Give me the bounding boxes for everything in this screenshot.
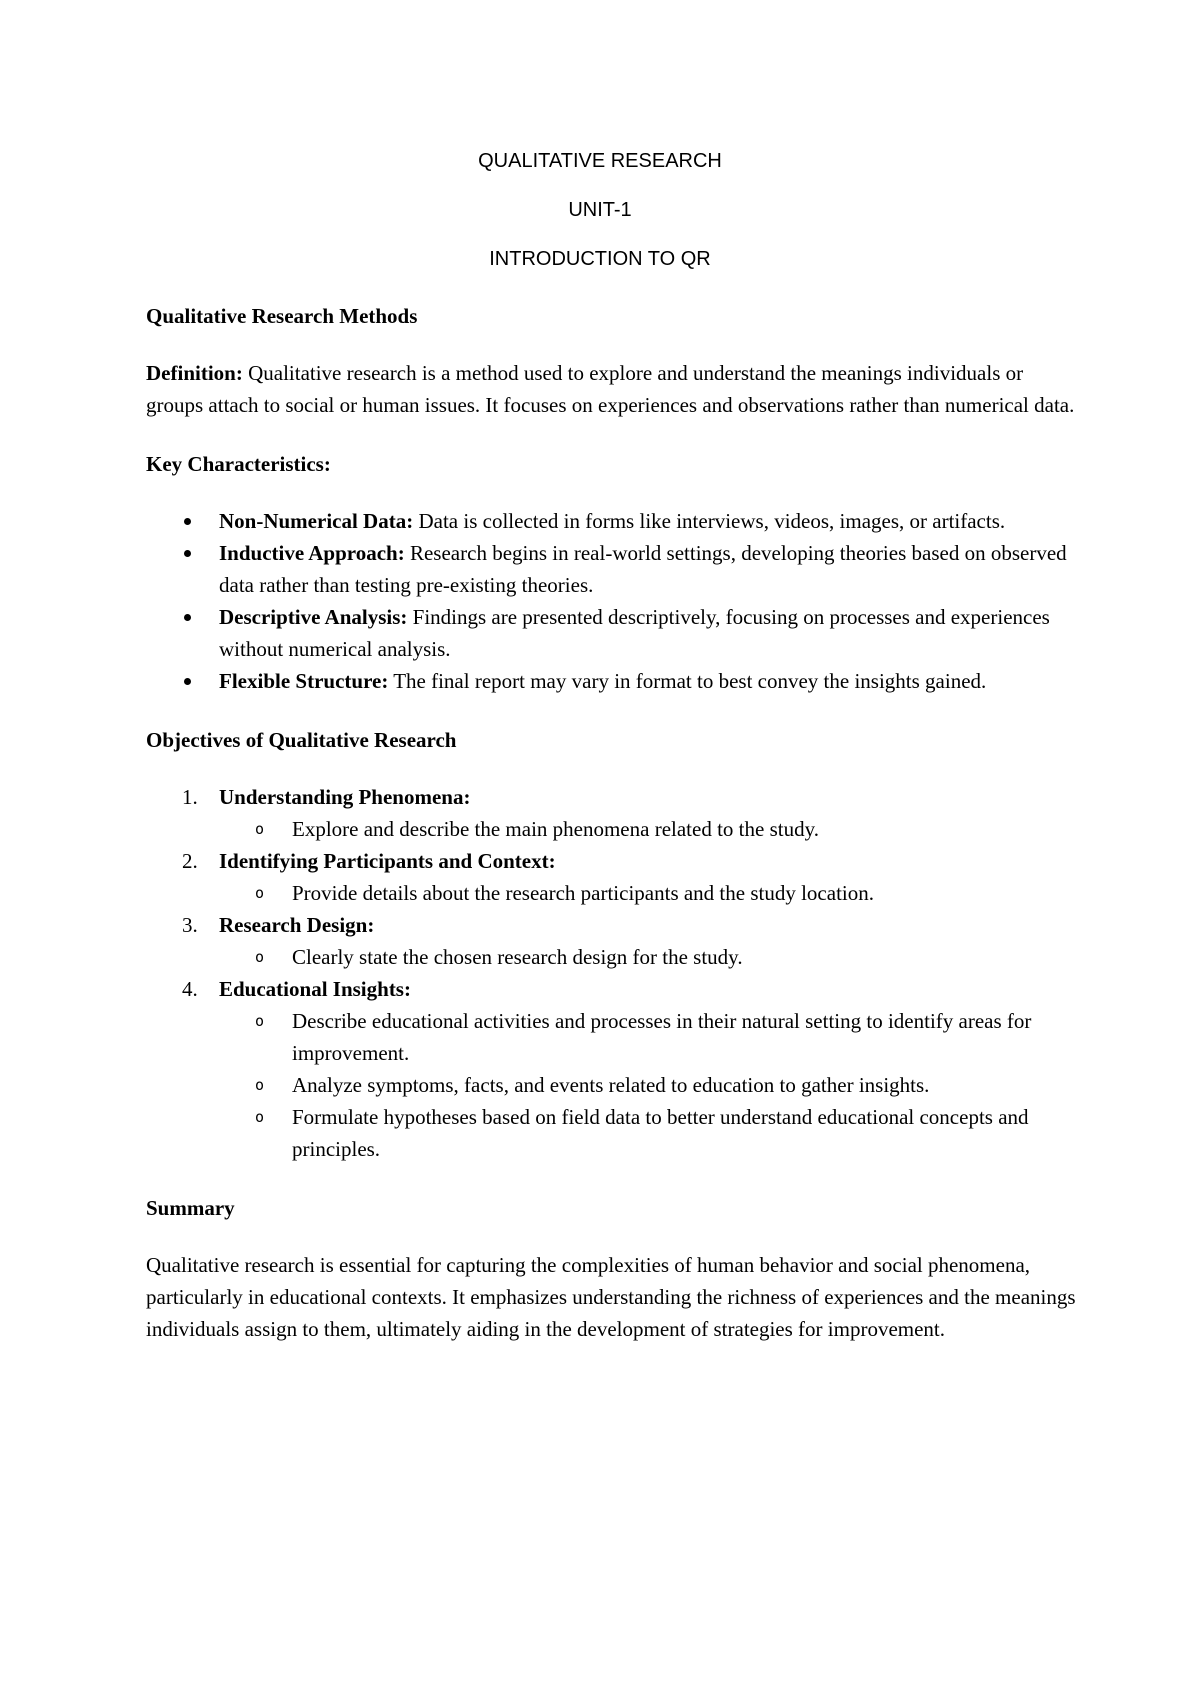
- sub-item-text: Formulate hypotheses based on field data to better understand educational concepts and principles.: [292, 1105, 1029, 1161]
- sub-item-text: Explore and describe the main phenomena related to the study.: [292, 817, 819, 841]
- list-item: [146, 781, 1076, 845]
- list-item: [146, 845, 1076, 909]
- section-heading-objectives: Objectives of Qualitative Research: [146, 728, 457, 752]
- item-text: Research begins in real-world settings, developing theories based on observed data rather than testing pre-existing theories.: [219, 541, 1067, 597]
- item-text: Data is collected in forms like interviews, videos, images, or artifacts.: [413, 509, 1006, 533]
- item-text: Findings are presented descriptively, focusing on processes and experiences without numerical analysis.: [219, 605, 1050, 661]
- section-heading-characteristics: Key Characteristics:: [146, 452, 331, 476]
- item-label: Descriptive Analysis:: [219, 605, 408, 629]
- item-number: 2.: [182, 849, 198, 873]
- circle-bullet-icon: o: [255, 1076, 265, 1094]
- sub-list-item: [219, 1101, 1076, 1165]
- sub-item-text: Provide details about the research participants and the study location.: [292, 881, 874, 905]
- item-label: Educational Insights:: [219, 977, 411, 1001]
- summary-paragraph: Qualitative research is essential for capturing the complexities of human behavior and social phenomena, particularly in educational contexts. It emphasizes understanding the richness of experiences and the meanings individuals assign to them, ultimately aiding in the development of strategies for improvement.: [146, 1253, 1076, 1341]
- list-item: [146, 537, 1076, 601]
- sub-list-item: [219, 1005, 1076, 1069]
- item-number: 4.: [182, 977, 198, 1001]
- section-heading-summary: Summary: [146, 1196, 235, 1220]
- sub-list: [219, 1005, 1076, 1165]
- list-item: [146, 909, 1076, 973]
- item-text: The final report may vary in format to best convey the insights gained.: [388, 669, 987, 693]
- sub-list-item: [219, 941, 1076, 973]
- definition-paragraph: [146, 357, 1076, 421]
- sub-list-item: [219, 877, 1076, 909]
- item-label: Understanding Phenomena:: [219, 785, 471, 809]
- item-label: Research Design:: [219, 913, 375, 937]
- bullet-icon: [184, 550, 191, 557]
- sub-item-text: Clearly state the chosen research design for the study.: [292, 945, 743, 969]
- sub-list: [219, 877, 1076, 909]
- definition-label: Definition:: [146, 361, 243, 385]
- unit-label: UNIT-1: [568, 199, 632, 221]
- item-number: 3.: [182, 913, 198, 937]
- circle-bullet-icon: o: [255, 948, 265, 966]
- list-item: [146, 973, 1076, 1165]
- circle-bullet-icon: o: [255, 820, 265, 838]
- sub-list: [219, 941, 1076, 973]
- list-item: [146, 601, 1076, 665]
- sub-item-text: Describe educational activities and processes in their natural setting to identify areas for improvement.: [292, 1009, 1032, 1065]
- circle-bullet-icon: o: [255, 884, 265, 902]
- list-item: [146, 505, 1076, 537]
- document-subtitle: INTRODUCTION TO QR: [489, 248, 711, 270]
- item-label: Flexible Structure:: [219, 669, 389, 693]
- bullet-icon: [184, 614, 191, 621]
- sub-list: [219, 813, 1076, 845]
- sub-item-text: Analyze symptoms, facts, and events related to education to gather insights.: [292, 1073, 930, 1097]
- document-body: [146, 300, 1076, 1372]
- bullet-icon: [184, 678, 191, 685]
- objectives-list: [146, 781, 1076, 1165]
- sub-list-item: [219, 813, 1076, 845]
- item-label: Identifying Participants and Context:: [219, 849, 556, 873]
- definition-text: Qualitative research is a method used to explore and understand the meanings individuals or groups attach to social or human issues. It focuses on experiences and observations rather than numerical data.: [146, 361, 1075, 417]
- circle-bullet-icon: o: [255, 1012, 265, 1030]
- list-item: [146, 665, 1076, 697]
- item-number: 1.: [182, 785, 198, 809]
- sub-list-item: [219, 1069, 1076, 1101]
- section-heading-methods: Qualitative Research Methods: [146, 304, 418, 328]
- bullet-icon: [184, 518, 191, 525]
- document-title: QUALITATIVE RESEARCH: [478, 150, 722, 172]
- item-label: Non-Numerical Data:: [219, 509, 414, 533]
- characteristics-list: [146, 505, 1076, 697]
- item-label: Inductive Approach:: [219, 541, 405, 565]
- circle-bullet-icon: o: [255, 1108, 265, 1126]
